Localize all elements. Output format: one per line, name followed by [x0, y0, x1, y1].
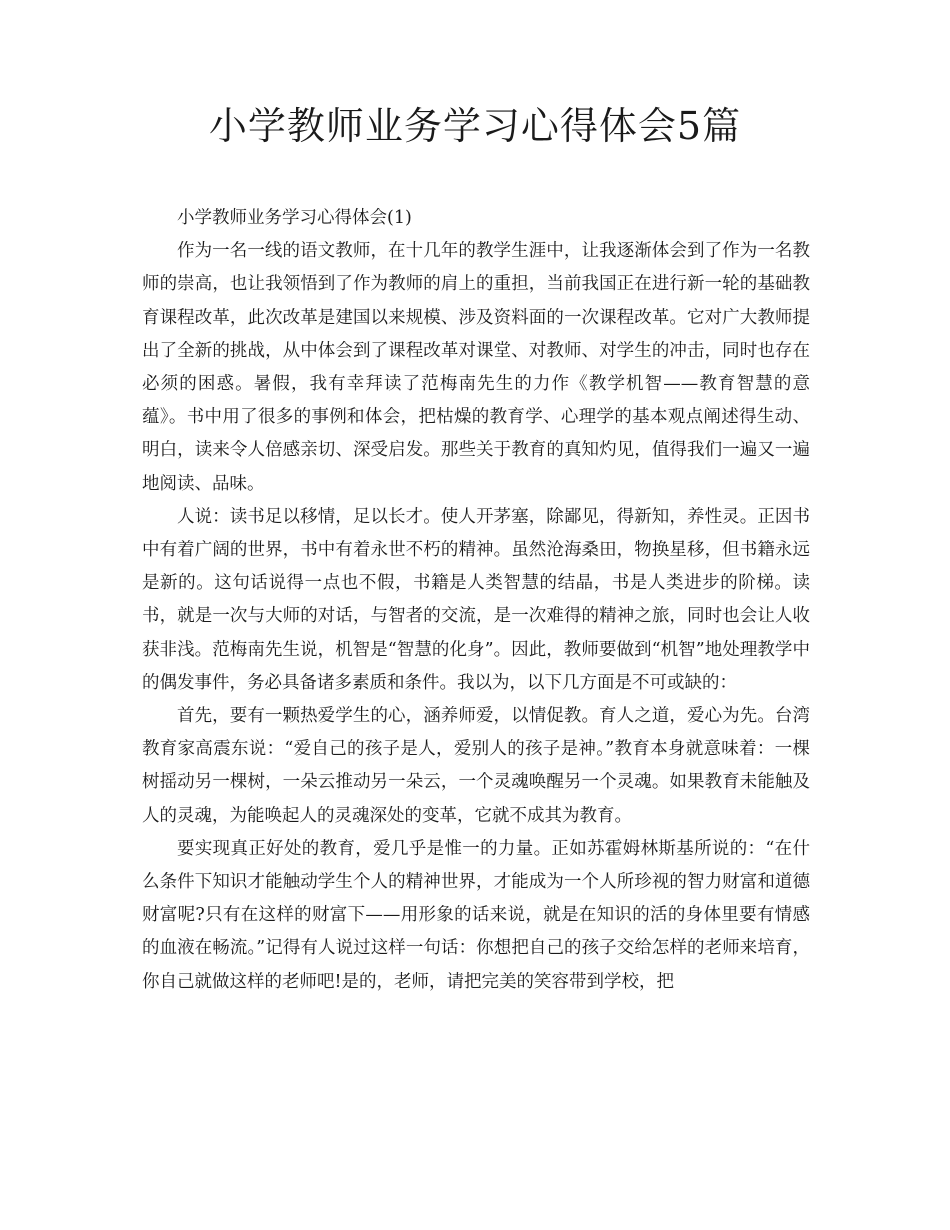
paragraph-1: 作为一名一线的语文教师，在十几年的教学生涯中，让我逐渐体会到了作为一名教师的崇高，也让我领悟到了作为教师的肩上的重担，当前我国正在进行新一轮的基础教育课程改革，此次改革是建国以来规模、涉及资料面的一次课程改革。它对广大教师提出了全新的挑战，从中体会到了课程改革对课堂、对教师、对学生的冲击，同时也存在必须的困惑。暑假，我有幸拜读了范梅南先生的力作《教学机智——教育智慧的意蕴》。书中用了很多的事例和体会，把枯燥的教育学、心理学的基本观点阐述得生动、明白，读来令人倍感亲切、深受启发。那些关于教育的真知灼见，值得我们一遍又一遍地阅读、品味。	[142, 241, 810, 494]
document-body	[142, 202, 810, 999]
paragraph-2: 人说：读书足以移情，足以长才。使人开茅塞，除鄙见，得新知，养性灵。正因书中有着广阔的世界，书中有着永世不朽的精神。虽然沧海桑田，物换星移，但书籍永远是新的。这句话说得一点也不假，书籍是人类智慧的结晶，书是人类进步的阶梯。读书，就是一次与大师的对话，与智者的交流，是一次难得的精神之旅，同时也会让人收获非浅。范梅南先生说，机智是“智慧的化身”。因此，教师要做到“机智”地处理教学中的偶发事件，务必具备诸多素质和条件。我以为，以下几方面是不可或缺的：	[142, 506, 810, 693]
paragraph-4: 要实现真正好处的教育，爱几乎是惟一的力量。正如苏霍姆林斯基所说的：“在什么条件下知识才能触动学生个人的精神世界，才能成为一个人所珍视的智力财富和道德财富呢?只有在这样的财富下——用形象的话来说，就是在知识的活的身体里要有情感的血液在畅流。”记得有人说过这样一句话：你想把自己的孩子交给怎样的老师来培育，你自己就做这样的老师吧!是的，老师，请把完美的笑容带到学校，把	[142, 838, 810, 992]
section-heading: 小学教师业务学习心得体会(1)	[177, 208, 412, 228]
document-title: 小学教师业务学习心得体会5篇	[208, 104, 742, 148]
paragraph-3: 首先，要有一颗热爱学生的心，涵养师爱，以情促教。育人之道，爱心为先。台湾教育家高震东说：“爱自己的孩子是人，爱别人的孩子是神。”教育本身就意味着：一棵树摇动另一棵树，一朵云推动另一朵云，一个灵魂唤醒另一个灵魂。如果教育未能触及人的灵魂，为能唤起人的灵魂深处的变革，它就不成其为教育。	[142, 706, 810, 826]
